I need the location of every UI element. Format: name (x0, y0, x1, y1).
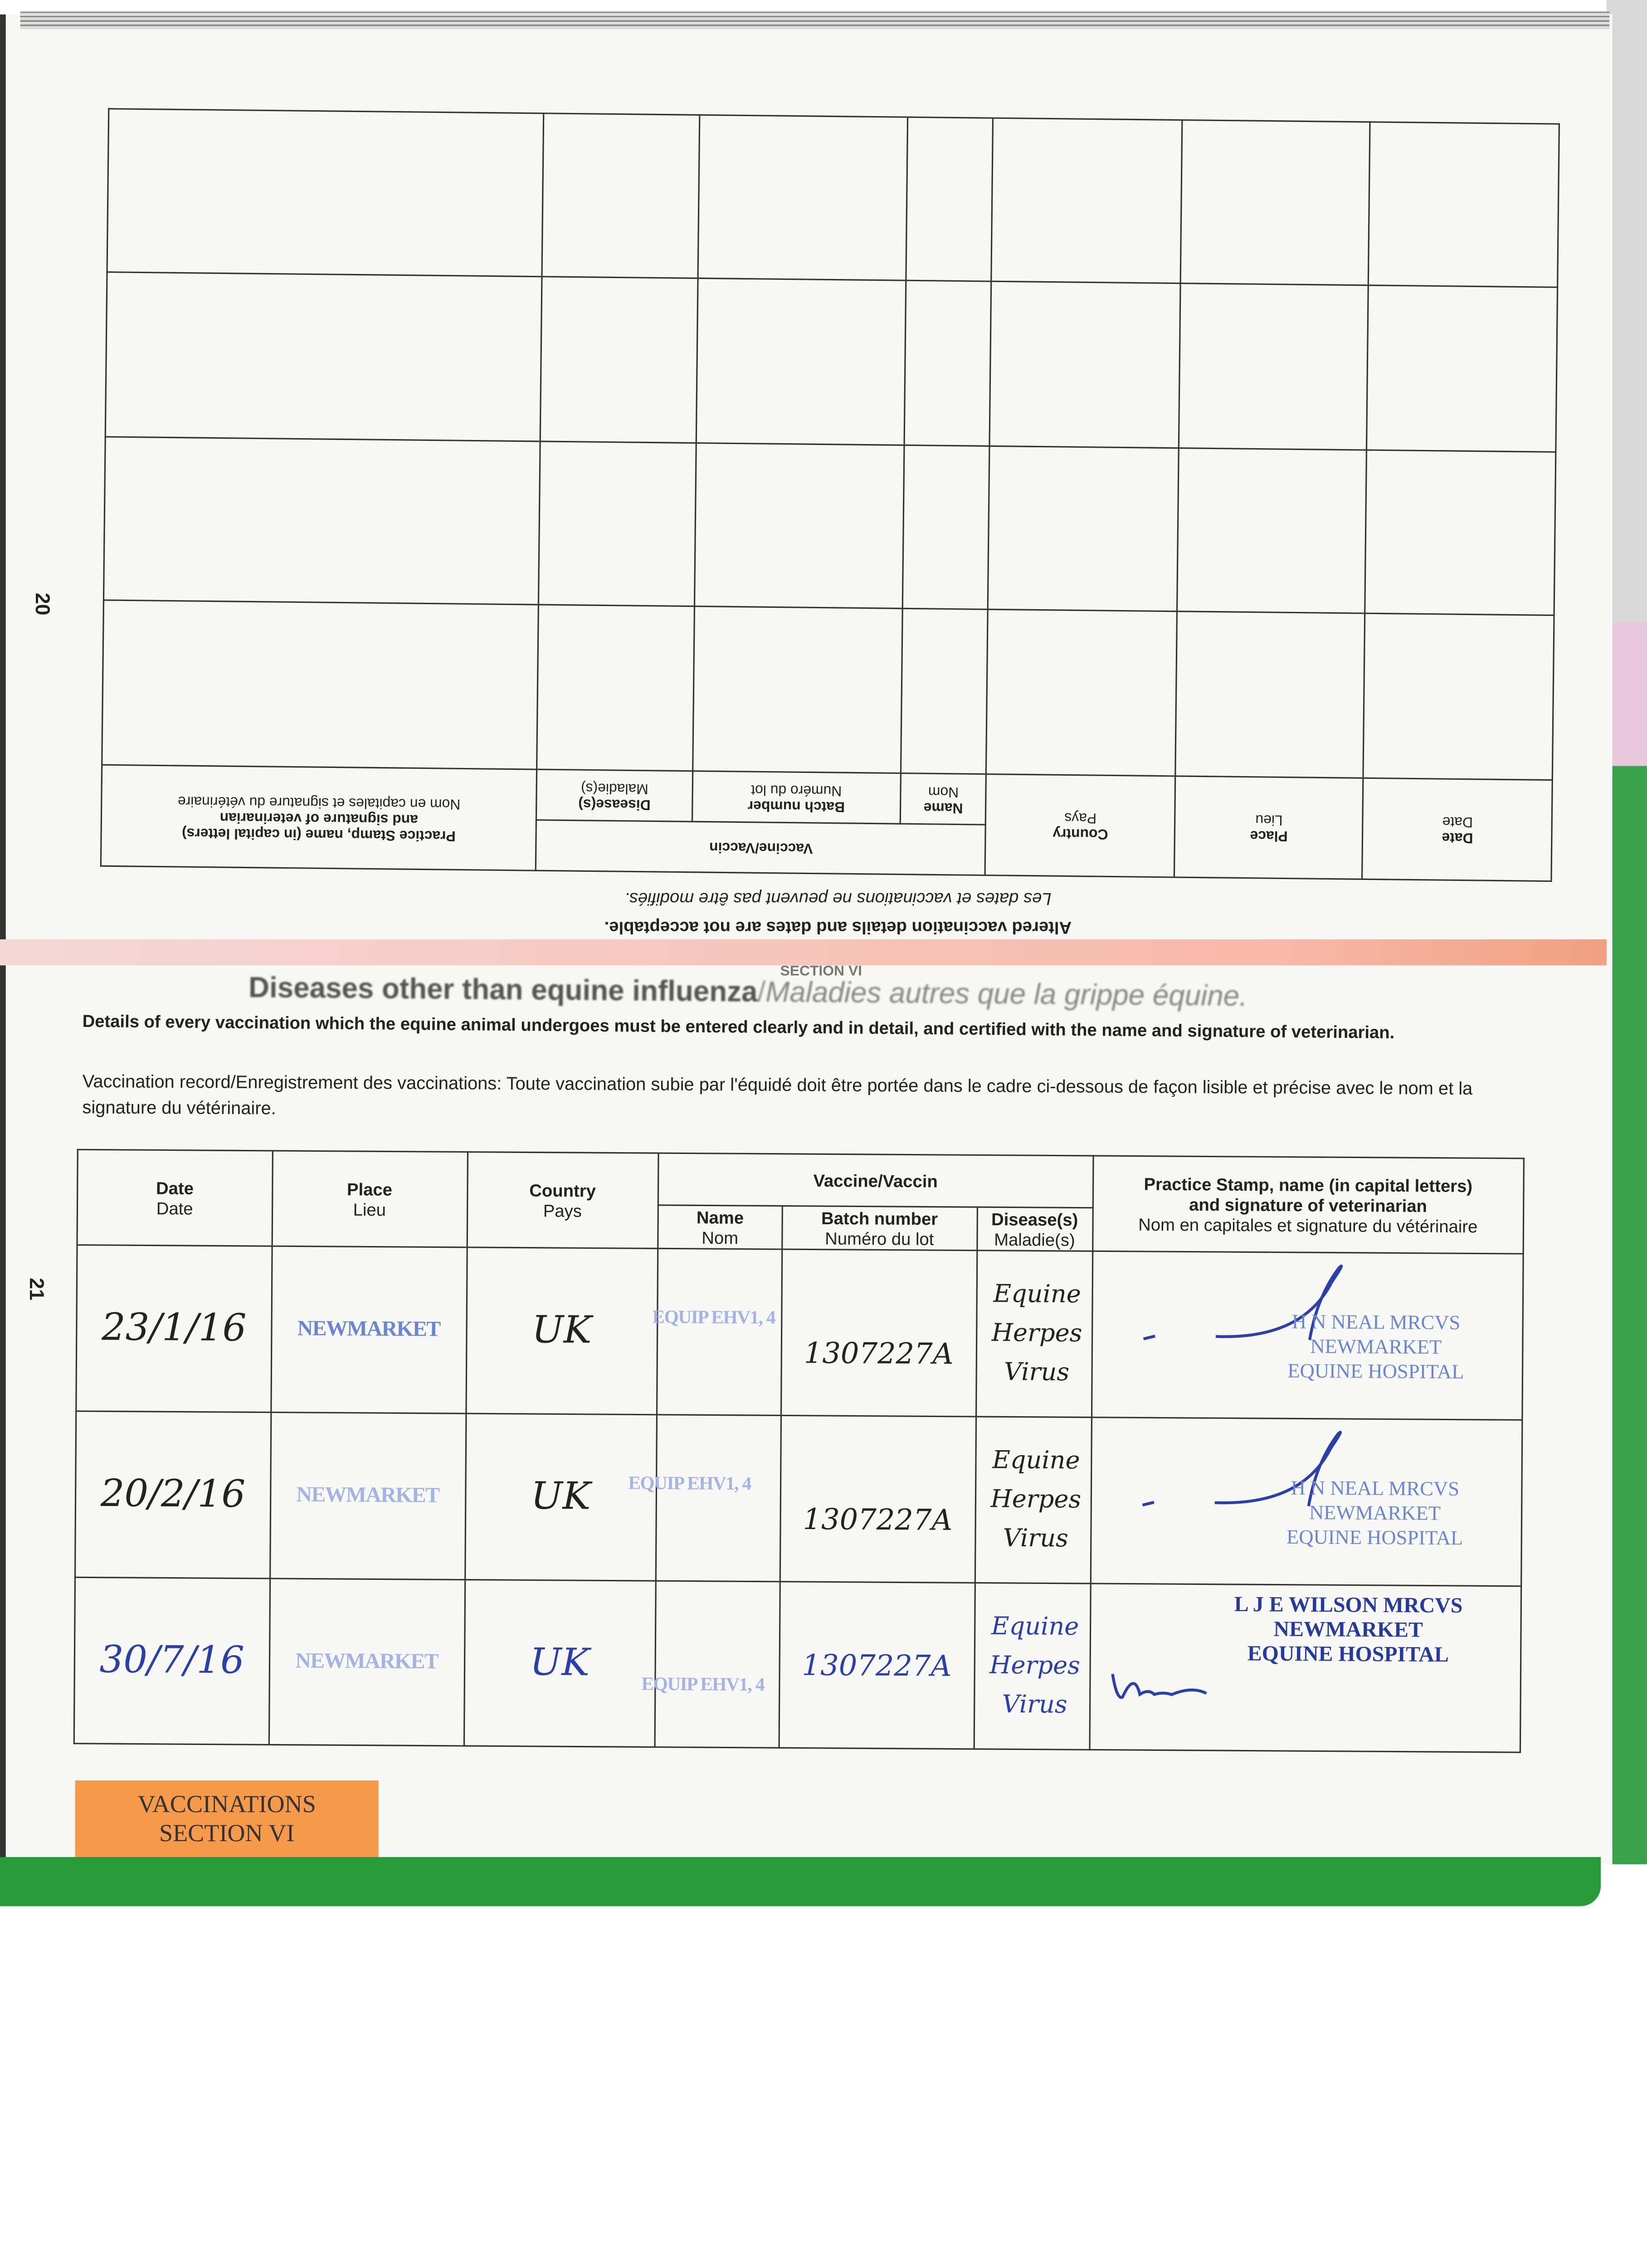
header-date: Date Date (1363, 778, 1552, 881)
batch-cell (779, 1582, 975, 1749)
disease-value: Herpes (990, 1485, 1082, 1514)
page-edges (20, 11, 1610, 29)
notice-en: Altered vaccination details and dates are not acceptable. (604, 918, 1072, 938)
header-name: Name Nom (658, 1205, 782, 1249)
header-stamp: Practice Stamp, name (in capital letters) and signature of veterinarian Nom en capitales et signature du vétérinaire (101, 765, 537, 870)
table-row (75, 1411, 1522, 1586)
section-band (0, 939, 1607, 965)
place-value: NEWMARKET (296, 1484, 439, 1508)
date-cell (74, 1577, 270, 1745)
section-tab[interactable] (75, 1780, 379, 1857)
country-value: UK (531, 1309, 592, 1353)
vet-stamp-line: NEWMARKET (1310, 1337, 1442, 1360)
header-vaccine: Vaccine/Vaccin (658, 1153, 1093, 1208)
batch-cell (780, 1415, 976, 1583)
vet-stamp-line: NEWMARKET (1309, 1503, 1441, 1526)
edge-strip-green (1607, 766, 1647, 1864)
vet-stamp-line: NEWMARKET (1273, 1618, 1423, 1643)
notice-fr: Les dates et vaccinations ne peuvent pas être modifiés. (624, 889, 1052, 909)
batch-value: 1307227A (802, 1647, 952, 1683)
vet-stamp-line: H N NEAL MRCVS (1291, 1478, 1460, 1501)
place-value: NEWMARKET (297, 1318, 440, 1342)
place-value: NEWMARKET (295, 1650, 439, 1674)
batch-value: 1307227A (804, 1335, 954, 1371)
disease-cell (975, 1417, 1091, 1584)
section-label: SECTION VI (780, 964, 862, 980)
disease-value: Virus (1003, 1524, 1069, 1553)
place-cell (270, 1413, 466, 1580)
vet-stamp-line: EQUINE HOSPITAL (1286, 1527, 1463, 1550)
stamp-signature-cell (1090, 1418, 1522, 1586)
page-number-20: 20 (31, 592, 55, 616)
disease-cell (974, 1583, 1090, 1750)
vaccine-name-cell (628, 1415, 781, 1582)
header-disease: Disease(s) Maladie(s) (536, 769, 692, 821)
header-country: Country Pays (986, 774, 1175, 877)
date-value: 30/7/16 (99, 1639, 245, 1683)
vaccination-table (73, 1149, 1525, 1753)
vaccine-name-value: EQUIP EHV1, 4 (652, 1305, 775, 1328)
disease-value: Equine (992, 1446, 1080, 1475)
table-row (102, 601, 1554, 780)
header-place: Place Lieu (272, 1151, 468, 1247)
country-value: UK (531, 1475, 591, 1519)
page-number-21: 21 (25, 1278, 49, 1300)
date-value: 23/1/16 (101, 1306, 247, 1351)
disease-value: Virus (1004, 1357, 1070, 1387)
tab-label: SECTION VI (159, 1819, 295, 1847)
disease-value: Herpes (989, 1651, 1081, 1681)
vet-stamp (1234, 1594, 1463, 1669)
table-row (76, 1245, 1523, 1420)
edge-strip (1607, 0, 1647, 621)
header-place: Place Lieu (1174, 776, 1364, 879)
batch-value: 1307227A (803, 1501, 953, 1537)
passport-cover-edge (0, 1857, 1601, 1906)
header-batch: Batch number Numéro du lot (782, 1206, 977, 1250)
vaccine-name-value: EQUIP EHV1, 4 (628, 1471, 751, 1494)
vaccine-name-value: EQUIP EHV1, 4 (641, 1672, 765, 1695)
header-batch: Batch number Numéro du lot (692, 771, 901, 824)
edge-strip-pink (1607, 621, 1647, 766)
header-name: Name Nom (900, 773, 987, 825)
tab-label: VACCINATIONS (137, 1790, 316, 1818)
page20-vaccination-table (100, 108, 1560, 882)
stamp-signature-cell (1091, 1251, 1523, 1420)
disease-cell (976, 1251, 1092, 1418)
header-vaccine: Vaccine/Vaccin (536, 820, 986, 875)
place-cell (271, 1246, 467, 1413)
page20-notice (549, 885, 1127, 942)
header-disease: Disease(s) Maladie(s) (977, 1207, 1092, 1251)
section-title: Diseases other than equine influenza/Maladies autres que la grippe équine. (248, 973, 1248, 1013)
disease-value: Equine (991, 1612, 1079, 1642)
vaccine-name-cell (641, 1581, 780, 1748)
vet-stamp-line: L J E WILSON MRCVS (1234, 1593, 1463, 1618)
header-date: Date Date (77, 1149, 273, 1246)
header-country: Country Pays (467, 1152, 658, 1249)
country-cell (463, 1580, 656, 1747)
place-cell (269, 1579, 465, 1746)
vet-stamp-line: EQUINE HOSPITAL (1287, 1361, 1464, 1384)
vet-stamp (1287, 1311, 1464, 1386)
details-fr: Vaccination record/Enregistrement des vaccinations: Toute vaccination subie par l'équidé doit être portée dans le cadre ci-dessous de façon lisible et précise avec le nom et la signature du vétérinaire. (82, 1071, 1473, 1119)
country-value: UK (530, 1641, 590, 1686)
date-cell (75, 1411, 271, 1579)
disease-value: Virus (1002, 1690, 1067, 1720)
date-value: 20/2/16 (100, 1472, 246, 1517)
vet-stamp (1286, 1477, 1463, 1552)
country-cell (465, 1413, 657, 1581)
date-cell (76, 1245, 272, 1413)
table-row (105, 273, 1557, 452)
table-row (107, 109, 1559, 288)
stamp-signature-cell (1089, 1584, 1521, 1752)
header-stamp: Practice Stamp, name (in capital letters) and signature of veterinarian Nom en capitales et signature du vétérinaire (1092, 1156, 1524, 1254)
table-row (103, 437, 1555, 616)
vet-stamp-line: EQUINE HOSPITAL (1247, 1643, 1449, 1667)
country-cell (466, 1247, 658, 1415)
details-en: Details of every vaccination which the equine animal undergoes must be entered clearly and in detail, and certified with the name and signature of veterinarian. (82, 1011, 1395, 1043)
batch-cell (781, 1249, 977, 1417)
vaccine-name-cell (652, 1248, 782, 1415)
disease-value: Equine (993, 1279, 1081, 1309)
table-row (74, 1577, 1521, 1752)
vet-stamp-line: H N NEAL MRCVS (1291, 1312, 1461, 1335)
disease-value: Herpes (991, 1318, 1082, 1348)
